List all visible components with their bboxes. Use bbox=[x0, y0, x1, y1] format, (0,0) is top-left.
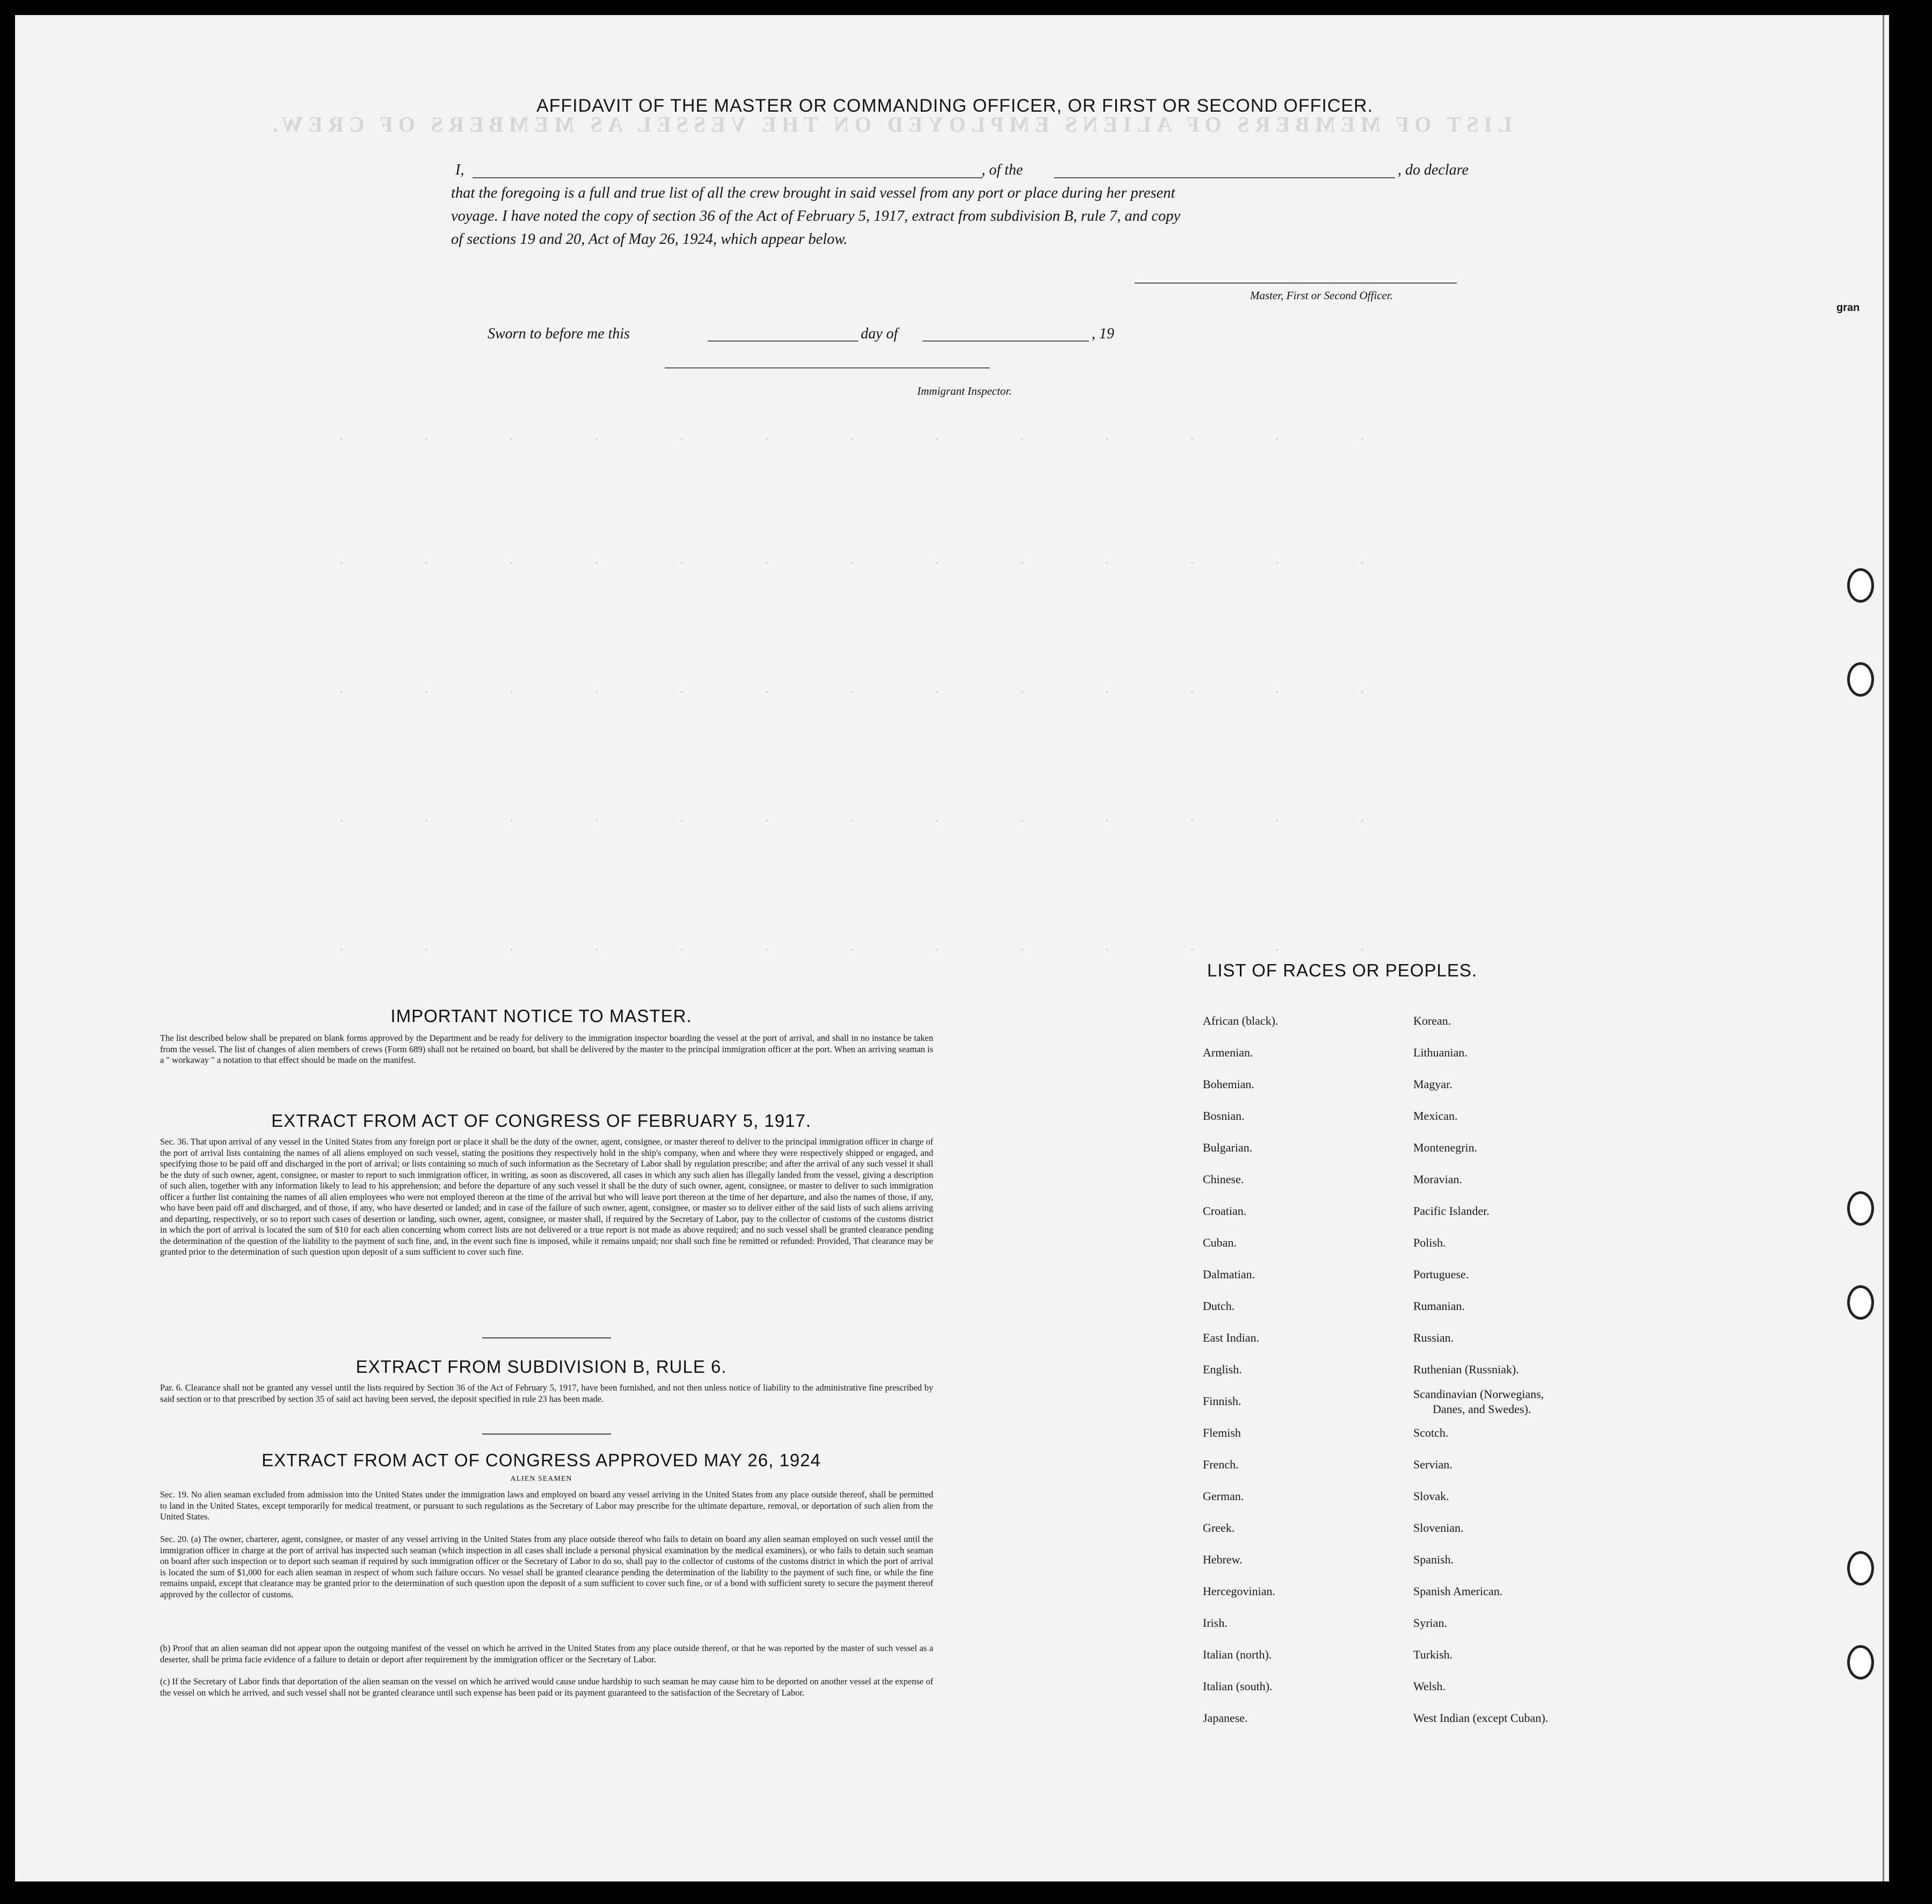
race-item: Chinese. bbox=[1203, 1172, 1244, 1186]
section-divider bbox=[482, 1434, 611, 1435]
affidavit-line-3: voyage. I have noted the copy of section 36 of the Act of February 5, 1917, extract from subdivision B, rule 7, and copy bbox=[451, 208, 1181, 225]
race-item: Russian. bbox=[1413, 1331, 1454, 1344]
race-item: Finnish. bbox=[1203, 1394, 1241, 1408]
race-item: Armenian. bbox=[1203, 1046, 1253, 1059]
race-item: West Indian (except Cuban). bbox=[1413, 1711, 1549, 1725]
inspector-caption: Immigrant Inspector. bbox=[917, 385, 1012, 397]
affidavit-title: AFFIDAVIT OF THE MASTER OR COMMANDING OFFICER, OR FIRST OR SECOND OFFICER. bbox=[536, 96, 1374, 116]
race-item: East Indian. bbox=[1203, 1331, 1260, 1344]
affidavit-line-4: of sections 19 and 20, Act of May 26, 1924, which appear below. bbox=[451, 231, 848, 248]
affidavit-line-2: that the foregoing is a full and true list of all the crew brought in said vessel from any port or place during her present bbox=[451, 185, 1175, 201]
section-divider bbox=[482, 1337, 611, 1338]
race-item: Portuguese. bbox=[1413, 1268, 1469, 1281]
race-item: Flemish bbox=[1203, 1426, 1241, 1439]
race-item: Irish. bbox=[1203, 1616, 1228, 1630]
page-edge-line bbox=[1883, 15, 1884, 1881]
extract-1917-title: EXTRACT FROM ACT OF CONGRESS OF FEBRUARY 5, 1917. bbox=[271, 1111, 811, 1131]
document-page bbox=[15, 15, 1889, 1881]
bleed-through-heading: LIST OF MEMBERS OF ALIENS EMPLOYED ON THE VESSEL AS MEMBERS OF CREW. bbox=[267, 112, 1512, 136]
race-item: Dalmatian. bbox=[1203, 1268, 1255, 1281]
extract-1917-text: Sec. 36. That upon arrival of any vessel in the United States from any foreign port or place it shall be the duty of the owner, agent, consignee, or master thereof to deliver to the principal immigration officer in charge of the port of arrival lists containing the names of all aliens employed on such vessel, stating the positions they respectively hold in the ship's company, when and where they were respectively shipped or engaged, and specifying those to be paid off and discharged in the port of arrival; or lists containing so much of such information as the Secretary of Labor shall by regulation prescribe; and after the arrival of any such vessel it shall be the duty of such owner, agent, consignee, or master to report to such immigration officer, in writing, as soon as discovered, all cases in which any such alien has illegally landed from the vessel, giving a description of such alien, together with any information likely to lead to his apprehension; and before the departure of any such vessel it shall be the duty of such owner, agent, consignee, or master to deliver to such immigration officer a further list containing the names of all alien employees who were not employed thereon at the time of the arrival but who will leave port thereon at the time of her departure, and also the names of those, if any, who have been paid off and discharged, and of those, if any, who have deserted or landed; and in case of the failure of such owner, agent, consignee, or master so to deliver either of the said lists of such aliens arriving and departing, respectively, or so to report such cases of desertion or landing, such owner, agent, consignee, or master shall, if required by the Secretary of Labor, pay to the collector of customs of the customs district in which the port of arrival is located the sum of $10 for each alien concerning whom correct lists are not delivered or a true report is not made as above required; and no such vessel shall be granted clearance pending the determination of the question of the liability to the payment of such fine, and, in the event such fine is imposed, while it remains unpaid; nor shall such fine be remitted or refunded: Provided, That clearance may be granted prior to the determination of such question upon deposit of a sum sufficient to cover such fine. bbox=[160, 1136, 933, 1257]
punch-hole bbox=[1847, 568, 1874, 603]
race-item: Slovak. bbox=[1413, 1489, 1449, 1503]
race-item: Magyar. bbox=[1413, 1077, 1452, 1091]
bleed-through-row: . . . . . . . . . . . . . bbox=[337, 939, 1368, 955]
race-item: Greek. bbox=[1203, 1521, 1235, 1534]
race-item: Cuban. bbox=[1203, 1236, 1237, 1249]
race-item: French. bbox=[1203, 1458, 1239, 1471]
vessel-blank-line[interactable] bbox=[1054, 177, 1395, 178]
race-item: Dutch. bbox=[1203, 1299, 1235, 1313]
master-signature-line[interactable] bbox=[1135, 283, 1457, 284]
race-item: Danes, and Swedes). bbox=[1433, 1402, 1531, 1416]
alien-seamen-subtitle: ALIEN SEAMEN bbox=[510, 1475, 572, 1483]
race-item: Scotch. bbox=[1413, 1426, 1449, 1439]
affidavit-declare: , do declare bbox=[1398, 162, 1469, 178]
punch-hole bbox=[1847, 1191, 1874, 1226]
notice-title: IMPORTANT NOTICE TO MASTER. bbox=[390, 1006, 692, 1026]
race-item: Hercegovinian. bbox=[1203, 1584, 1275, 1598]
bleed-through-row: . . . . . . . . . . . . . bbox=[337, 429, 1368, 445]
race-item: Mexican. bbox=[1413, 1109, 1458, 1123]
inspector-signature-line[interactable] bbox=[665, 367, 990, 368]
race-item: Servian. bbox=[1413, 1458, 1452, 1471]
sec20b-text: (b) Proof that an alien seaman did not appear upon the outgoing manifest of the vessel on which he arrived in the United States from any place outside thereof, or that he was reported by the master of such vessel as a deserter, shall be prima facie evidence of a failure to detain or deport after requirement by the immigration officer or the Secretary of Labor. bbox=[160, 1643, 933, 1664]
rule6-title: EXTRACT FROM SUBDIVISION B, RULE 6. bbox=[355, 1357, 727, 1377]
year-text: , 19 bbox=[1092, 325, 1114, 342]
sworn-day-blank[interactable] bbox=[708, 341, 858, 342]
sec19-text: Sec. 19. No alien seaman excluded from admission into the United States under the immigration laws and employed on board any vessel arriving in the United States from any place outside thereof, shall be permitted to land in the United States, except temporarily for medical treatment, or pursuant to such regulations as the Secretary of Labor may prescribe for the ultimate departure, removal, or deportation of such alien from the United States. bbox=[160, 1489, 933, 1522]
races-title: LIST OF RACES OR PEOPLES. bbox=[1207, 960, 1478, 980]
race-item: Welsh. bbox=[1413, 1679, 1446, 1693]
race-item: African (black). bbox=[1203, 1014, 1279, 1027]
sec20a-text: Sec. 20. (a) The owner, charterer, agent, consignee, or master of any vessel arriving in the United States from any place outside thereof who fails to detain on board any alien seaman employed on such vessel until the immigration officer in charge at the port of arrival has inspected such seaman (which inspection in all cases shall include a personal physical examination by the medical examiners), or who fails to detain such seaman on board after such inspection or to deport such seaman if required by such immigration officer or the Secretary of Labor to do so, shall pay to the collector of customs of the customs district in which the port of arrival is located the sum of $1,000 for each alien seaman in respect of whom such failure occurs. No vessel shall be granted clearance pending the determination of the liability to the payment of such fine, or while the fine remains unpaid, except that clearance may be granted prior to the determination of such question upon the deposit of a sum sufficient to cover such fine, or of a bond with sufficient surety to secure the payment thereof approved by the collector of customs. bbox=[160, 1534, 933, 1599]
notice-text: The list described below shall be prepared on blank forms approved by the Department and be ready for delivery to the immigration inspector boarding the vessel at the port of arrival, and shall in no instance be taken from the vessel. The list of changes of alien members of crews (Form 689) shall not be retained on board, but shall be delivered by the master to the principal immigration officer at the port. When an arriving seaman is a " workaway " a notation to that effect should be made on the manifest. bbox=[160, 1033, 933, 1065]
race-item: Montenegrin. bbox=[1413, 1141, 1478, 1154]
race-item: Scandinavian (Norwegians, bbox=[1413, 1387, 1544, 1401]
race-item: Polish. bbox=[1413, 1236, 1446, 1249]
race-item: Korean. bbox=[1413, 1014, 1451, 1027]
race-item: Italian (south). bbox=[1203, 1679, 1273, 1693]
race-item: Slovenian. bbox=[1413, 1521, 1464, 1534]
race-item: Spanish. bbox=[1413, 1553, 1454, 1566]
race-item: Croatian. bbox=[1203, 1204, 1247, 1218]
extract-1924-title: EXTRACT FROM ACT OF CONGRESS APPROVED MAY 26, 1924 bbox=[262, 1450, 821, 1470]
race-item: Rumanian. bbox=[1413, 1299, 1465, 1313]
race-item: Lithuanian. bbox=[1413, 1046, 1468, 1059]
race-item: Moravian. bbox=[1413, 1172, 1463, 1186]
rule6-text: Par. 6. Clearance shall not be granted any vessel until the lists required by Section 36 of the Act of February 5, 1917, have been furnished, and not then unless notice of liability to the administrative fine prescribed by said section or to that prescribed by section 35 of said act having been served, the deposit specified in rule 23 has been made. bbox=[160, 1382, 933, 1404]
punch-hole bbox=[1847, 662, 1874, 697]
sworn-month-blank[interactable] bbox=[923, 341, 1089, 342]
race-item: Ruthenian (Russniak). bbox=[1413, 1363, 1519, 1376]
race-item: Bohemian. bbox=[1203, 1077, 1254, 1091]
race-item: German. bbox=[1203, 1489, 1244, 1503]
race-item: Spanish American. bbox=[1413, 1584, 1503, 1598]
bleed-through-row: . . . . . . . . . . . . . bbox=[337, 810, 1368, 826]
race-item: English. bbox=[1203, 1363, 1242, 1376]
punch-hole bbox=[1847, 1551, 1874, 1586]
affidavit-i: I, bbox=[455, 162, 464, 178]
day-of-text: day of bbox=[861, 325, 898, 342]
punch-hole bbox=[1847, 1285, 1874, 1320]
race-item: Hebrew. bbox=[1203, 1553, 1243, 1566]
race-item: Turkish. bbox=[1413, 1648, 1453, 1661]
race-item: Italian (north). bbox=[1203, 1648, 1272, 1661]
name-blank-line[interactable] bbox=[473, 177, 983, 178]
bleed-through-row: . . . . . . . . . . . . . bbox=[337, 552, 1368, 568]
punch-hole bbox=[1847, 1645, 1874, 1679]
race-item: Japanese. bbox=[1203, 1711, 1248, 1725]
margin-note: gran bbox=[1836, 302, 1860, 314]
sworn-text: Sworn to before me this bbox=[488, 325, 630, 342]
race-item: Syrian. bbox=[1413, 1616, 1447, 1630]
affidavit-of-the: , of the bbox=[982, 162, 1023, 178]
race-item: Bosnian. bbox=[1203, 1109, 1245, 1123]
race-item: Pacific Islander. bbox=[1413, 1204, 1490, 1218]
sec20c-text: (c) If the Secretary of Labor finds that deportation of the alien seaman on the vessel on which he arrived would cause undue hardship to such seaman he may cause him to be deported on another vessel at the expense of the vessel on which he arrived, and such vessel shall not be granted clearance until such expense has been paid or its payment guaranteed to the satisfaction of the Secretary of Labor. bbox=[160, 1676, 933, 1698]
master-caption: Master, First or Second Officer. bbox=[1250, 289, 1393, 302]
race-item: Bulgarian. bbox=[1203, 1141, 1253, 1154]
bleed-through-row: . . . . . . . . . . . . . bbox=[337, 681, 1368, 697]
